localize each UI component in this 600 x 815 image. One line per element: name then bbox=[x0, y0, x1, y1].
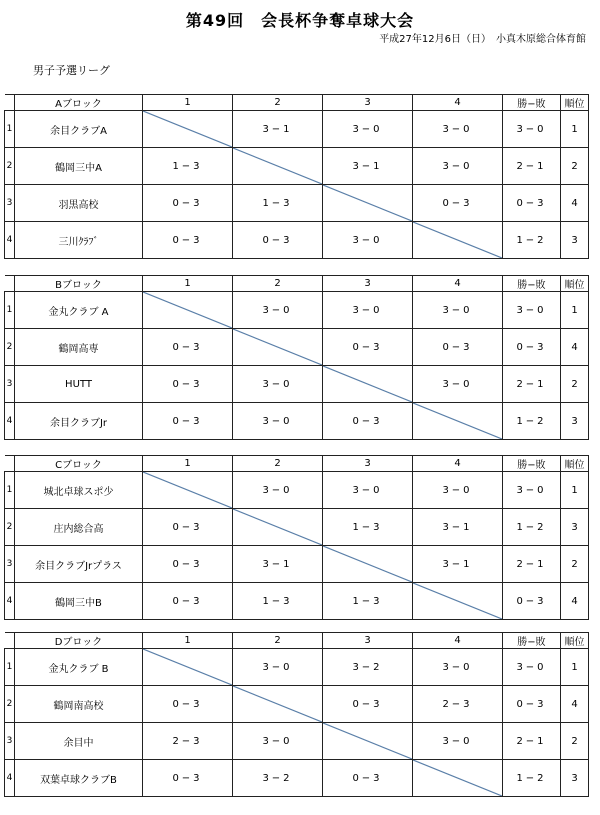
rank-header: 順位 bbox=[561, 95, 589, 111]
win-loss-record: 0−3 bbox=[503, 329, 561, 366]
col-header-3: 3 bbox=[323, 456, 413, 472]
self-match-cell bbox=[413, 583, 503, 620]
rank: 3 bbox=[561, 509, 589, 546]
section-label: 男子予選リーグ bbox=[33, 64, 110, 77]
match-score: 3−1 bbox=[413, 509, 503, 546]
col-header-1: 1 bbox=[143, 95, 233, 111]
self-match-cell bbox=[143, 111, 233, 148]
match-score: 0−3 bbox=[233, 222, 323, 259]
rank-header: 順位 bbox=[561, 456, 589, 472]
match-score: 3−0 bbox=[233, 472, 323, 509]
match-score: 1−3 bbox=[143, 148, 233, 185]
match-score: 3−0 bbox=[413, 649, 503, 686]
rank: 2 bbox=[561, 546, 589, 583]
header-row bbox=[5, 633, 589, 649]
team-name: 余目クラブJr bbox=[15, 403, 143, 440]
self-match-cell bbox=[413, 403, 503, 440]
header-corner bbox=[5, 276, 15, 292]
team-name: 余目クラブA bbox=[15, 111, 143, 148]
team-name: 三川ｸﾗﾌﾞ bbox=[15, 222, 143, 259]
self-match-cell bbox=[413, 222, 503, 259]
team-name: 余目クラブJrプラス bbox=[15, 546, 143, 583]
table-row bbox=[5, 472, 589, 509]
win-loss-record: 0−3 bbox=[503, 583, 561, 620]
row-number: 3 bbox=[5, 723, 15, 760]
match-score: 3−0 bbox=[233, 723, 323, 760]
team-name: 双葉卓球クラブB bbox=[15, 760, 143, 797]
win-loss-record: 2−1 bbox=[503, 546, 561, 583]
win-loss-record: 3−0 bbox=[503, 292, 561, 329]
match-score: 3−0 bbox=[323, 292, 413, 329]
win-loss-record: 0−3 bbox=[503, 686, 561, 723]
match-score: 0−3 bbox=[323, 403, 413, 440]
col-header-1: 1 bbox=[143, 276, 233, 292]
win-loss-record: 3−0 bbox=[503, 111, 561, 148]
row-number: 2 bbox=[5, 329, 15, 366]
rank: 2 bbox=[561, 723, 589, 760]
match-score: 0−3 bbox=[143, 185, 233, 222]
match-score: 1−3 bbox=[323, 509, 413, 546]
col-header-3: 3 bbox=[323, 95, 413, 111]
team-name: 金丸クラブ B bbox=[15, 649, 143, 686]
col-header-4: 4 bbox=[413, 95, 503, 111]
table-row bbox=[5, 148, 589, 185]
col-header-1: 1 bbox=[143, 633, 233, 649]
match-score: 0−3 bbox=[143, 329, 233, 366]
col-header-4: 4 bbox=[413, 456, 503, 472]
team-name: 城北卓球スポ少 bbox=[15, 472, 143, 509]
self-match-cell bbox=[323, 366, 413, 403]
table-row bbox=[5, 185, 589, 222]
match-score: 0−3 bbox=[143, 583, 233, 620]
team-name: 庄内総合高 bbox=[15, 509, 143, 546]
row-number: 3 bbox=[5, 546, 15, 583]
win-loss-record: 0−3 bbox=[503, 185, 561, 222]
rank-header: 順位 bbox=[561, 633, 589, 649]
rank: 4 bbox=[561, 185, 589, 222]
row-number: 4 bbox=[5, 583, 15, 620]
rank: 2 bbox=[561, 148, 589, 185]
win-loss-record: 2−1 bbox=[503, 723, 561, 760]
win-loss-record: 1−2 bbox=[503, 509, 561, 546]
match-score: 3−0 bbox=[323, 111, 413, 148]
self-match-cell bbox=[323, 723, 413, 760]
team-name: 余目中 bbox=[15, 723, 143, 760]
page-title: 第49回 会長杯争奪卓球大会 bbox=[185, 11, 415, 30]
self-match-cell bbox=[233, 148, 323, 185]
rank-header: 順位 bbox=[561, 276, 589, 292]
match-score: 3−1 bbox=[323, 148, 413, 185]
win-loss-record: 1−2 bbox=[503, 403, 561, 440]
col-header-4: 4 bbox=[413, 276, 503, 292]
rank: 1 bbox=[561, 111, 589, 148]
match-score: 0−3 bbox=[323, 329, 413, 366]
win-loss-record: 2−1 bbox=[503, 148, 561, 185]
row-number: 3 bbox=[5, 366, 15, 403]
win-loss-record: 1−2 bbox=[503, 760, 561, 797]
row-number: 1 bbox=[5, 111, 15, 148]
match-score: 3−0 bbox=[233, 403, 323, 440]
rank: 4 bbox=[561, 686, 589, 723]
row-number: 1 bbox=[5, 649, 15, 686]
record-header: 勝−敗 bbox=[503, 95, 561, 111]
team-name: 羽黒高校 bbox=[15, 185, 143, 222]
match-score: 3−0 bbox=[413, 366, 503, 403]
row-number: 3 bbox=[5, 185, 15, 222]
self-match-cell bbox=[323, 185, 413, 222]
match-score: 3−0 bbox=[323, 222, 413, 259]
match-score: 0−3 bbox=[143, 222, 233, 259]
row-number: 4 bbox=[5, 403, 15, 440]
col-header-4: 4 bbox=[413, 633, 503, 649]
match-score: 2−3 bbox=[143, 723, 233, 760]
table-row bbox=[5, 329, 589, 366]
match-score: 0−3 bbox=[413, 185, 503, 222]
match-score: 1−3 bbox=[323, 583, 413, 620]
match-score: 3−0 bbox=[233, 292, 323, 329]
rank: 2 bbox=[561, 366, 589, 403]
match-score: 3−0 bbox=[233, 649, 323, 686]
match-score: 3−1 bbox=[233, 111, 323, 148]
rank: 3 bbox=[561, 403, 589, 440]
match-score: 3−0 bbox=[413, 723, 503, 760]
row-number: 2 bbox=[5, 148, 15, 185]
match-score: 3−0 bbox=[413, 292, 503, 329]
header-row bbox=[5, 95, 589, 111]
table-row bbox=[5, 760, 589, 797]
league-table-block-a bbox=[4, 94, 589, 259]
block-name: Cブロック bbox=[15, 456, 143, 472]
row-number: 1 bbox=[5, 472, 15, 509]
win-loss-record: 3−0 bbox=[503, 649, 561, 686]
match-score: 3−0 bbox=[413, 472, 503, 509]
match-score: 3−2 bbox=[233, 760, 323, 797]
self-match-cell bbox=[143, 292, 233, 329]
col-header-2: 2 bbox=[233, 95, 323, 111]
record-header: 勝−敗 bbox=[503, 276, 561, 292]
header-row bbox=[5, 456, 589, 472]
table-row bbox=[5, 509, 589, 546]
self-match-cell bbox=[143, 472, 233, 509]
table-row bbox=[5, 583, 589, 620]
team-name: 金丸クラブ A bbox=[15, 292, 143, 329]
table-row bbox=[5, 111, 589, 148]
rank: 1 bbox=[561, 292, 589, 329]
match-score: 0−3 bbox=[323, 760, 413, 797]
col-header-1: 1 bbox=[143, 456, 233, 472]
col-header-2: 2 bbox=[233, 276, 323, 292]
rank: 1 bbox=[561, 649, 589, 686]
block-name: Dブロック bbox=[15, 633, 143, 649]
match-score: 0−3 bbox=[143, 509, 233, 546]
record-header: 勝−敗 bbox=[503, 633, 561, 649]
table-row bbox=[5, 222, 589, 259]
match-score: 0−3 bbox=[143, 403, 233, 440]
col-header-3: 3 bbox=[323, 633, 413, 649]
rank: 1 bbox=[561, 472, 589, 509]
team-name: 鶴岡高専 bbox=[15, 329, 143, 366]
win-loss-record: 1−2 bbox=[503, 222, 561, 259]
league-table-block-b bbox=[4, 275, 589, 440]
table-row bbox=[5, 649, 589, 686]
table-row bbox=[5, 292, 589, 329]
block-name: Bブロック bbox=[15, 276, 143, 292]
table-row bbox=[5, 546, 589, 583]
self-match-cell bbox=[233, 329, 323, 366]
table-row bbox=[5, 403, 589, 440]
rank: 4 bbox=[561, 329, 589, 366]
match-score: 3−0 bbox=[233, 366, 323, 403]
row-number: 2 bbox=[5, 686, 15, 723]
self-match-cell bbox=[233, 509, 323, 546]
table-row bbox=[5, 686, 589, 723]
team-name: HUTT bbox=[15, 366, 143, 403]
match-score: 0−3 bbox=[143, 686, 233, 723]
header-corner bbox=[5, 633, 15, 649]
rank: 4 bbox=[561, 583, 589, 620]
team-name: 鶴岡三中B bbox=[15, 583, 143, 620]
league-table-block-c bbox=[4, 455, 589, 620]
win-loss-record: 3−0 bbox=[503, 472, 561, 509]
col-header-2: 2 bbox=[233, 456, 323, 472]
table-row bbox=[5, 366, 589, 403]
record-header: 勝−敗 bbox=[503, 456, 561, 472]
match-score: 3−1 bbox=[233, 546, 323, 583]
row-number: 2 bbox=[5, 509, 15, 546]
match-score: 3−2 bbox=[323, 649, 413, 686]
self-match-cell bbox=[143, 649, 233, 686]
block-name: Aブロック bbox=[15, 95, 143, 111]
rank: 3 bbox=[561, 760, 589, 797]
self-match-cell bbox=[323, 546, 413, 583]
win-loss-record: 2−1 bbox=[503, 366, 561, 403]
match-score: 0−3 bbox=[413, 329, 503, 366]
match-score: 3−0 bbox=[413, 148, 503, 185]
self-match-cell bbox=[413, 760, 503, 797]
match-score: 0−3 bbox=[323, 686, 413, 723]
header-corner bbox=[5, 95, 15, 111]
league-table-block-d bbox=[4, 632, 589, 797]
match-score: 3−0 bbox=[413, 111, 503, 148]
header-corner bbox=[5, 456, 15, 472]
col-header-2: 2 bbox=[233, 633, 323, 649]
row-number: 4 bbox=[5, 760, 15, 797]
event-date-venue: 平成27年12月6日（日） 小真木原総合体育館 bbox=[379, 34, 586, 45]
match-score: 0−3 bbox=[143, 760, 233, 797]
match-score: 0−3 bbox=[143, 366, 233, 403]
row-number: 1 bbox=[5, 292, 15, 329]
row-number: 4 bbox=[5, 222, 15, 259]
match-score: 3−1 bbox=[413, 546, 503, 583]
match-score: 0−3 bbox=[143, 546, 233, 583]
team-name: 鶴岡南高校 bbox=[15, 686, 143, 723]
team-name: 鶴岡三中A bbox=[15, 148, 143, 185]
col-header-3: 3 bbox=[323, 276, 413, 292]
match-score: 3−0 bbox=[323, 472, 413, 509]
match-score: 1−3 bbox=[233, 583, 323, 620]
match-score: 1−3 bbox=[233, 185, 323, 222]
rank: 3 bbox=[561, 222, 589, 259]
table-row bbox=[5, 723, 589, 760]
match-score: 2−3 bbox=[413, 686, 503, 723]
header-row bbox=[5, 276, 589, 292]
self-match-cell bbox=[233, 686, 323, 723]
